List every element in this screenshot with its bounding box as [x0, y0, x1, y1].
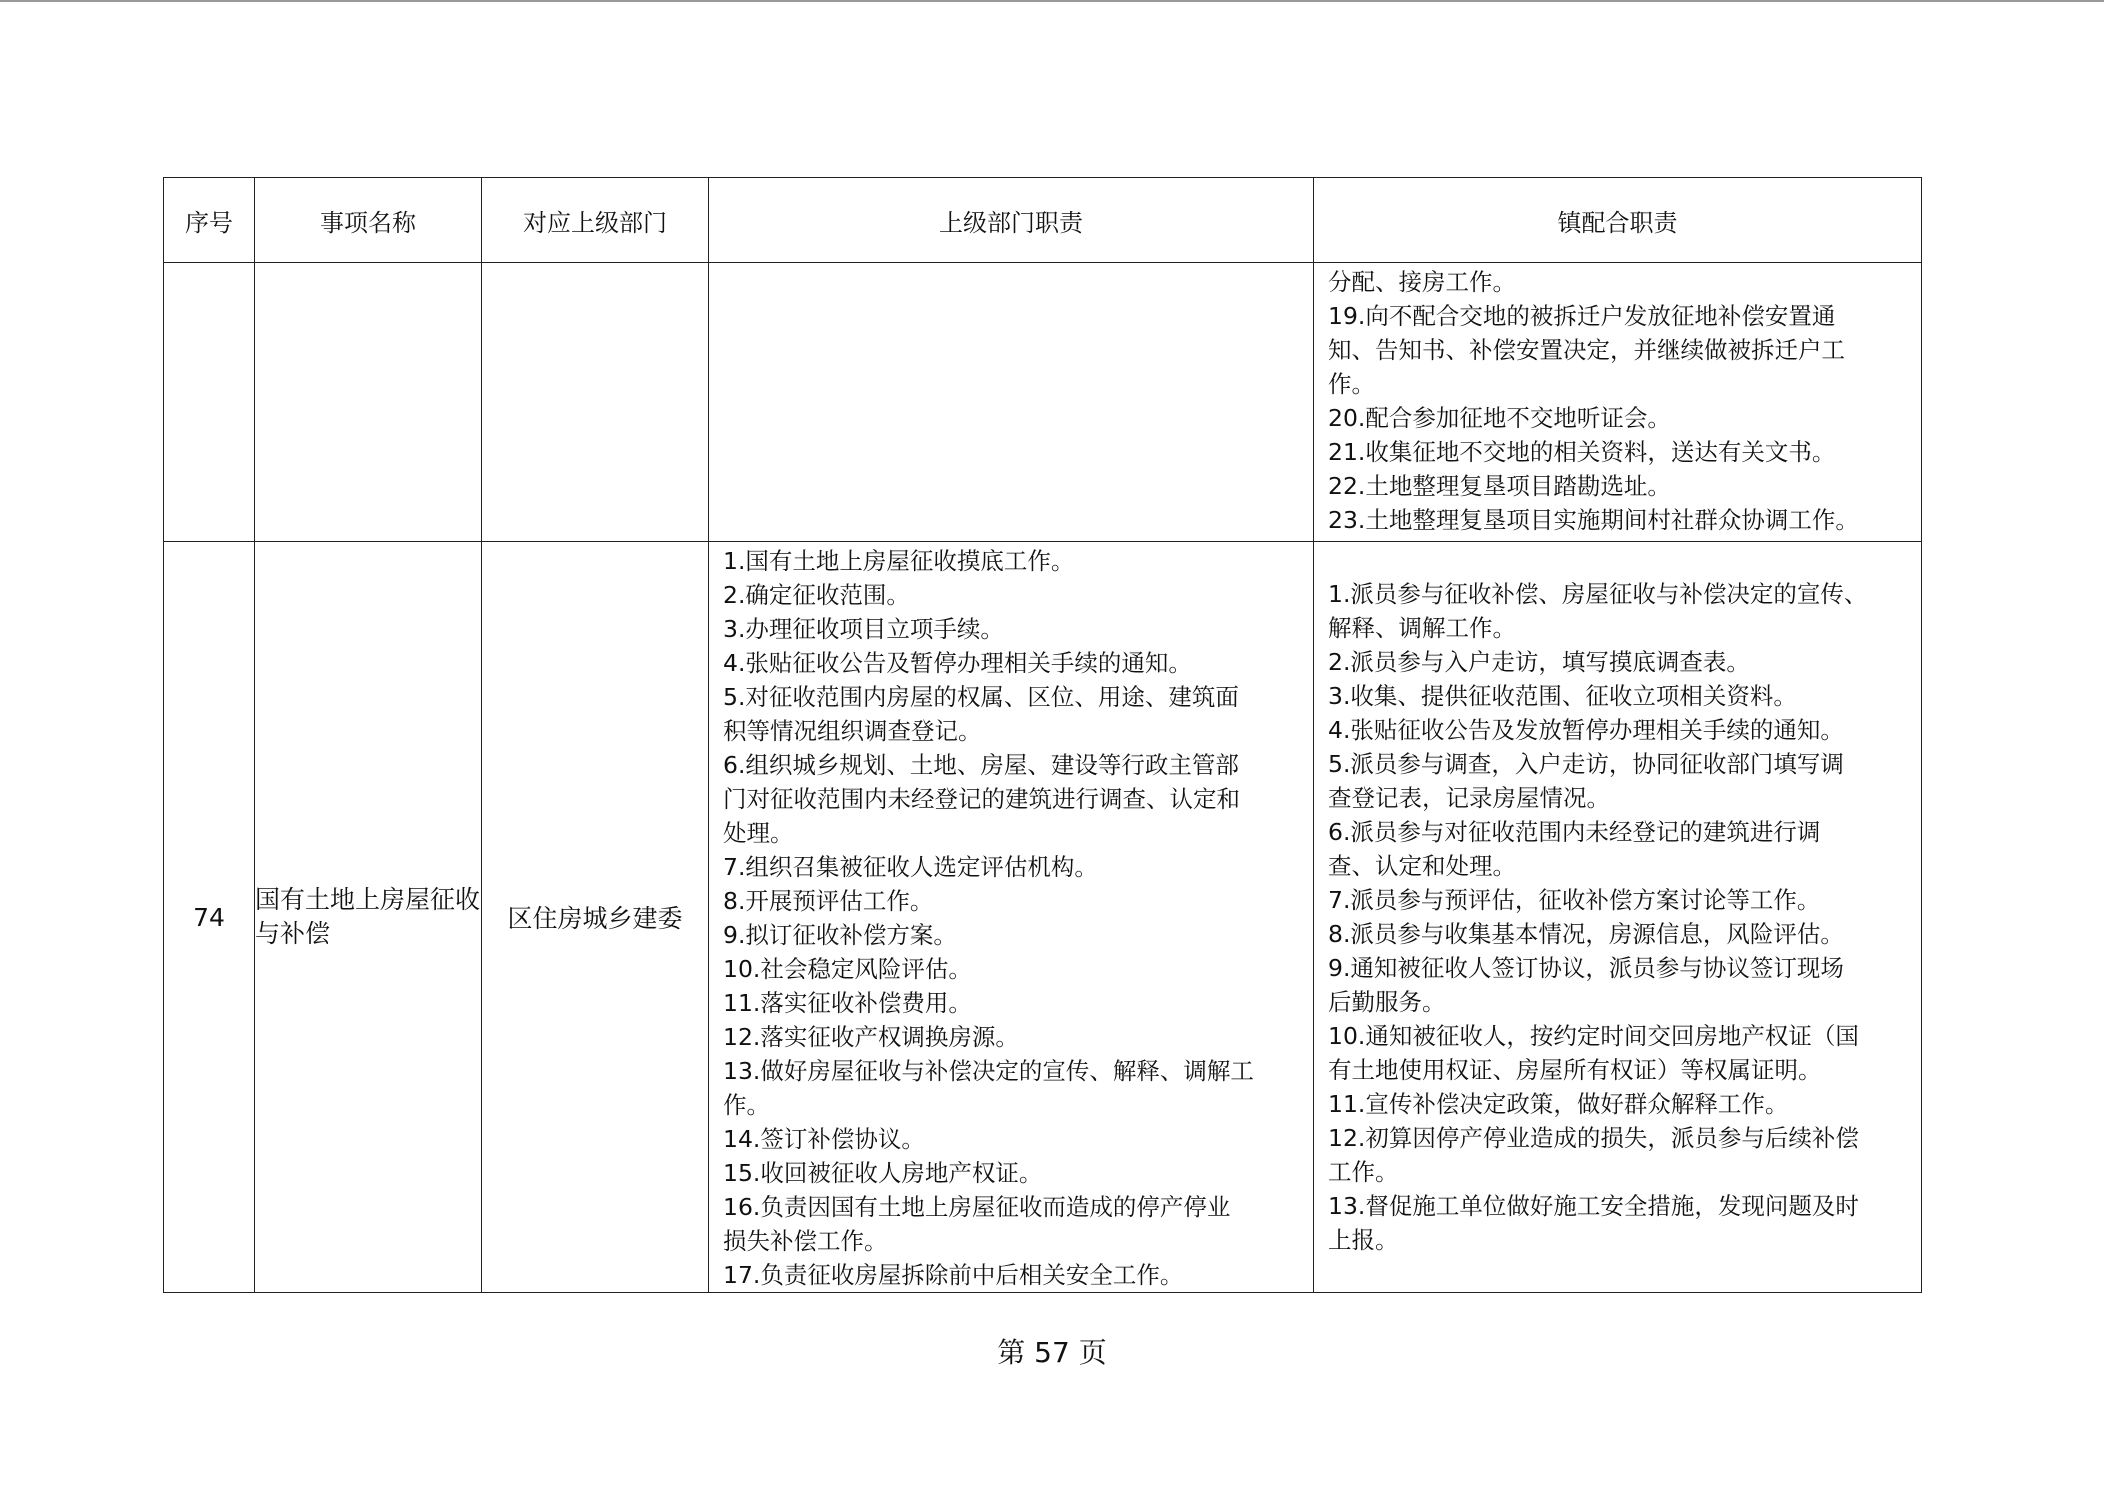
- header-upper-department: 对应上级部门: [482, 178, 709, 263]
- header-item-name: 事项名称: [255, 178, 482, 263]
- duty-line: 9.通知被征收人签订协议，派员参与协议签订现场: [1328, 954, 1844, 982]
- duty-line: 2.派员参与入户走访，填写摸底调查表。: [1328, 648, 1750, 676]
- cell-upper-department: 区住房城乡建委: [482, 542, 709, 1293]
- table-row-74: [164, 542, 1922, 1293]
- duty-line: 5.对征收范围内房屋的权属、区位、用途、建筑面: [723, 683, 1239, 711]
- duty-line: 7.组织召集被征收人选定评估机构。: [723, 853, 1098, 881]
- duty-line: 13.做好房屋征收与补偿决定的宣传、解释、调解工: [723, 1057, 1254, 1085]
- cell-serial-empty: [164, 263, 255, 542]
- duty-line: 13.督促施工单位做好施工安全措施，发现问题及时: [1328, 1192, 1859, 1220]
- cell-upper-duties-empty: [709, 263, 1314, 542]
- duty-line: 4.张贴征收公告及暂停办理相关手续的通知。: [723, 649, 1192, 677]
- duty-line: 作。: [1328, 370, 1375, 398]
- duty-line: 4.张贴征收公告及发放暂停办理相关手续的通知。: [1328, 716, 1844, 744]
- duty-line: 有土地使用权证、房屋所有权证）等权属证明。: [1328, 1056, 1822, 1084]
- duty-line: 作。: [723, 1091, 770, 1119]
- page-number: 第 57 页: [997, 1336, 1107, 1369]
- duty-line: 23.土地整理复垦项目实施期间村社群众协调工作。: [1328, 506, 1859, 534]
- duty-line: 处理。: [723, 819, 794, 847]
- duty-line: 9.拟订征收补偿方案。: [723, 921, 957, 949]
- duty-line: 12.落实征收产权调换房源。: [723, 1023, 1019, 1051]
- cell-serial-no: 74: [164, 542, 255, 1293]
- cell-dept-empty: [482, 263, 709, 542]
- duty-line: 查、认定和处理。: [1328, 852, 1516, 880]
- duty-line: 3.收集、提供征收范围、征收立项相关资料。: [1328, 682, 1797, 710]
- duty-line: 3.办理征收项目立项手续。: [723, 615, 1004, 643]
- page-top-border: [0, 0, 2104, 2]
- duty-line: 7.派员参与预评估，征收补偿方案讨论等工作。: [1328, 886, 1821, 914]
- header-serial-no: 序号: [164, 178, 255, 263]
- duty-line: 积等情况组织调查登记。: [723, 717, 982, 745]
- duty-line: 14.签订补偿协议。: [723, 1125, 925, 1153]
- responsibility-table: [163, 177, 1922, 1293]
- duty-line: 21.收集征地不交地的相关资料，送达有关文书。: [1328, 438, 1836, 466]
- duty-line: 损失补偿工作。: [723, 1227, 888, 1255]
- header-upper-duties: 上级部门职责: [709, 178, 1314, 263]
- duty-line: 门对征收范围内未经登记的建筑进行调查、认定和: [723, 785, 1240, 813]
- cell-town-duties: [1314, 542, 1922, 1293]
- duty-line: 工作。: [1328, 1158, 1399, 1186]
- duty-line: 16.负责因国有土地上房屋征收而造成的停产停业: [723, 1193, 1231, 1221]
- header-town-duties: 镇配合职责: [1314, 178, 1922, 263]
- duty-line: 11.落实征收补偿费用。: [723, 989, 972, 1017]
- table-header-row: [164, 178, 1922, 263]
- duty-line: 6.派员参与对征收范围内未经登记的建筑进行调: [1328, 818, 1821, 846]
- duty-line: 6.组织城乡规划、土地、房屋、建设等行政主管部: [723, 751, 1239, 779]
- duty-line: 8.开展预评估工作。: [723, 887, 934, 915]
- duty-line: 15.收回被征收人房地产权证。: [723, 1159, 1043, 1187]
- duty-line: 5.派员参与调查，入户走访，协同征收部门填写调: [1328, 750, 1844, 778]
- cell-item-name: 国有土地上房屋征收与补偿: [255, 542, 482, 1293]
- duty-line: 1.国有土地上房屋征收摸底工作。: [723, 547, 1075, 575]
- duty-line: 17.负责征收房屋拆除前中后相关安全工作。: [723, 1261, 1184, 1289]
- duty-line: 19.向不配合交地的被拆迁户发放征地补偿安置通: [1328, 302, 1836, 330]
- duty-line: 查登记表，记录房屋情况。: [1328, 784, 1610, 812]
- duty-line: 20.配合参加征地不交地听证会。: [1328, 404, 1671, 432]
- cell-town-duties-continued: [1314, 263, 1922, 542]
- duty-line: 11.宣传补偿决定政策，做好群众解释工作。: [1328, 1090, 1789, 1118]
- duty-line: 1.派员参与征收补偿、房屋征收与补偿决定的宣传、: [1328, 580, 1868, 608]
- duty-line: 22.土地整理复垦项目踏勘选址。: [1328, 472, 1671, 500]
- duty-line: 分配、接房工作。: [1328, 268, 1516, 296]
- duty-line: 10.通知被征收人，按约定时间交回房地产权证（国: [1328, 1022, 1859, 1050]
- cell-name-empty: [255, 263, 482, 542]
- duty-line: 8.派员参与收集基本情况，房源信息，风险评估。: [1328, 920, 1844, 948]
- duty-line: 知、告知书、补偿安置决定，并继续做被拆迁户工: [1328, 336, 1845, 364]
- duty-line: 上报。: [1328, 1226, 1399, 1254]
- duty-line: 2.确定征收范围。: [723, 581, 910, 609]
- table-row-continued: [164, 263, 1922, 542]
- duty-line: 解释、调解工作。: [1328, 614, 1516, 642]
- duty-line: 12.初算因停产停业造成的损失，派员参与后续补偿: [1328, 1124, 1859, 1152]
- duty-line: 10.社会稳定风险评估。: [723, 955, 972, 983]
- cell-upper-duties: [709, 542, 1314, 1293]
- duty-line: 后勤服务。: [1328, 988, 1446, 1016]
